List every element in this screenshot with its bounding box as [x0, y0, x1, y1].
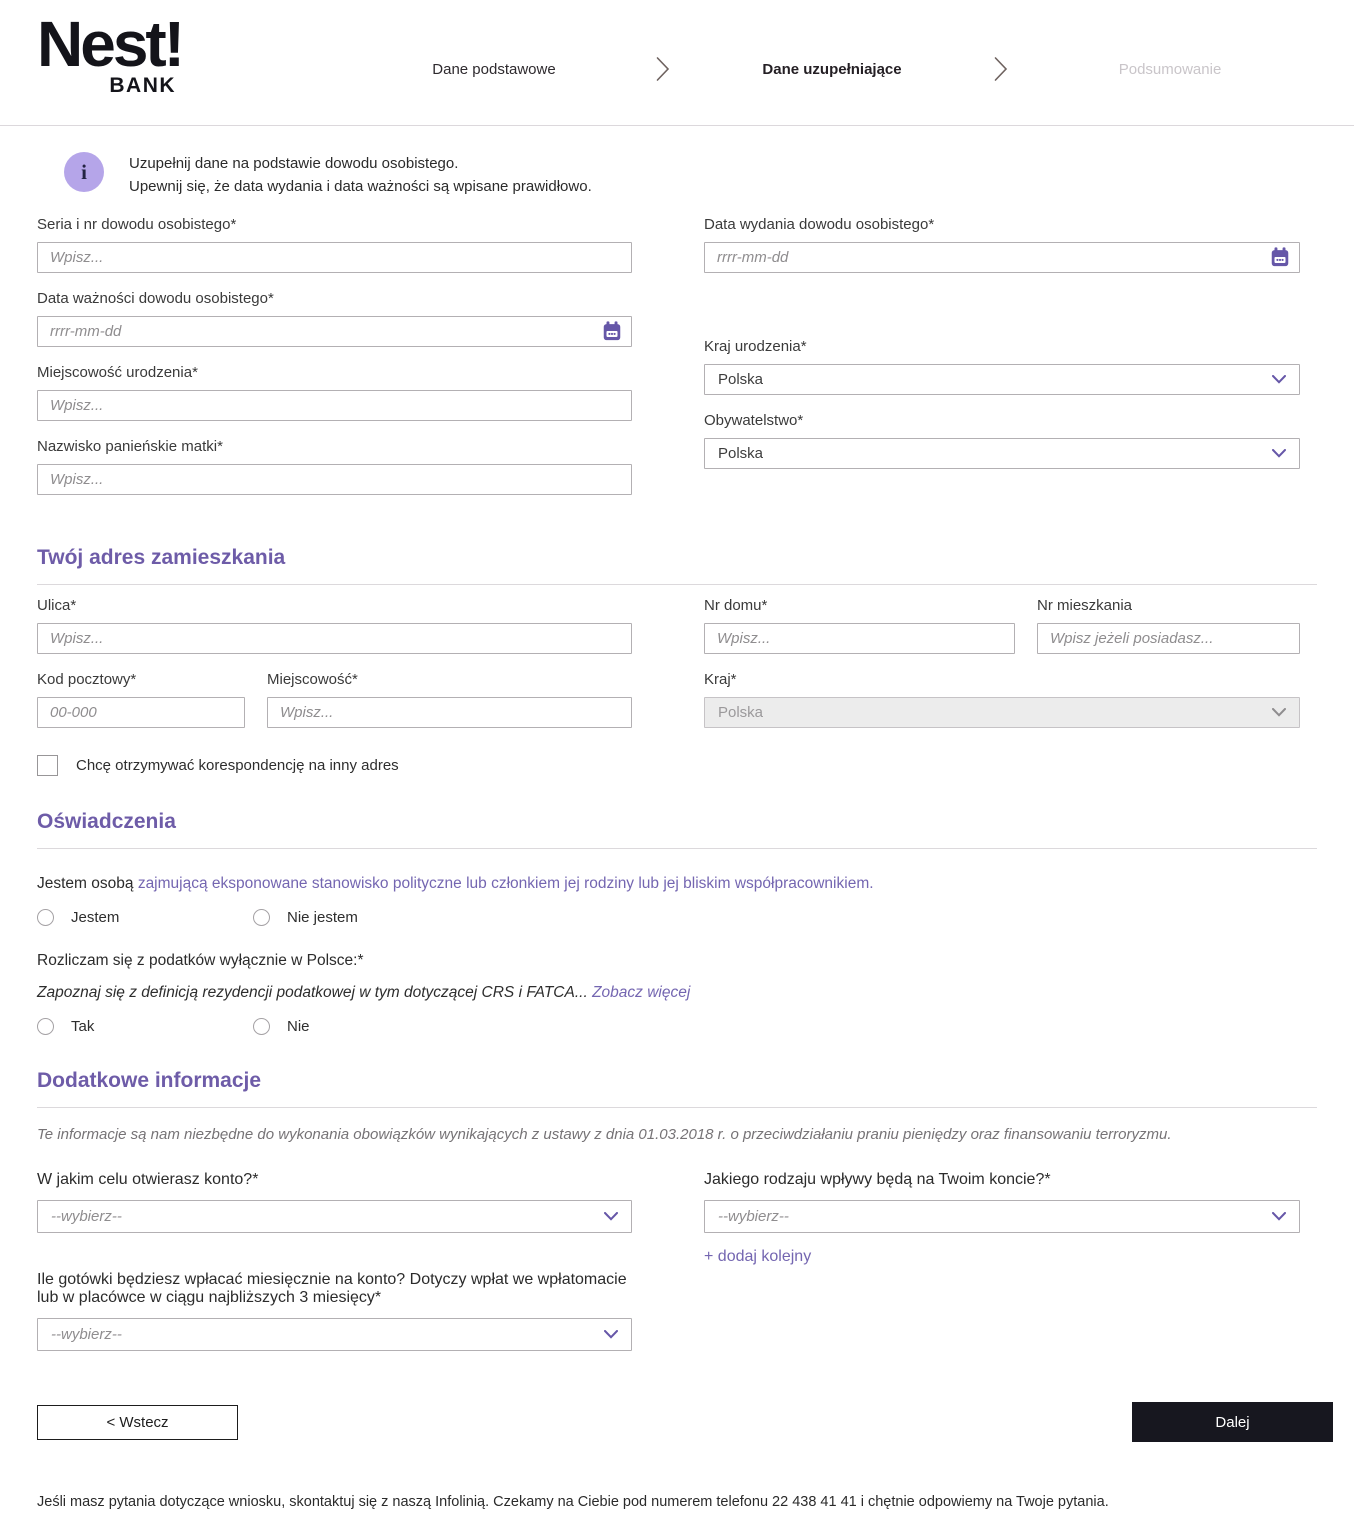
- divider: [37, 848, 1317, 849]
- tax-radio-tak[interactable]: [37, 1018, 253, 1035]
- step-podsumowanie: Podsumowanie: [1118, 60, 1222, 78]
- kraj-urodzenia-value: Polska: [718, 371, 764, 388]
- tax-radio-nie[interactable]: [253, 1018, 469, 1035]
- aml-law-note: Te informacje są nam niezbędne do wykonania obowiązków wynikających z ustawy z dnia 01.03.2018 r. o przeciwdziałaniu praniu pieniędzy oraz finansowaniu terroryzmu.: [37, 1126, 1172, 1143]
- obywatelstwo-label: Obywatelstwo*: [704, 412, 804, 429]
- calendar-icon[interactable]: [601, 320, 623, 342]
- page-header: [0, 0, 1354, 126]
- info-banner: [0, 126, 1354, 198]
- pep-radio-nie-jestem-label: Nie jestem: [287, 909, 358, 926]
- tax-note-text: Zapoznaj się z definicją rezydencji podatkowej w tym dotyczącej CRS i FATCA...: [37, 984, 593, 1001]
- chevron-down-icon: [604, 1326, 618, 1343]
- info-icon: i: [64, 152, 104, 192]
- tax-residency-question: Rozliczam się z podatków wyłącznie w Polsce:*: [37, 952, 364, 969]
- nr-mieszkania-label: Nr mieszkania: [1037, 597, 1133, 614]
- chevron-right-icon: [653, 56, 673, 82]
- logo-wordmark: Nest!: [37, 8, 183, 80]
- data-waznosci-label: Data ważności dowodu osobistego*: [37, 290, 274, 307]
- info-line-2: Upewnij się, że data wydania i data ważności są wpisane prawidłowo.: [129, 177, 592, 195]
- ulica-label: Ulica*: [37, 597, 77, 614]
- correspondence-checkbox[interactable]: [37, 755, 58, 776]
- obywatelstwo-select[interactable]: [704, 438, 1300, 469]
- next-button[interactable]: Dalej: [1132, 1402, 1333, 1442]
- wizard-stepper: [335, 56, 1329, 82]
- data-wydania-label: Data wydania dowodu osobistego*: [704, 216, 935, 233]
- info-line-1: Uzupełnij dane na podstawie dowodu osobistego.: [129, 155, 459, 172]
- gotowka-value: --wybierz--: [51, 1326, 122, 1343]
- chevron-down-icon: [1272, 445, 1286, 462]
- tax-radio-tak-label: Tak: [71, 1018, 95, 1035]
- calendar-icon[interactable]: [1269, 246, 1291, 268]
- wplywy-select[interactable]: [704, 1200, 1300, 1233]
- pep-radio-nie-jestem[interactable]: [253, 909, 469, 926]
- step-dane-podstawowe[interactable]: Dane podstawowe: [432, 60, 556, 78]
- logo-bank-label: BANK: [109, 74, 177, 97]
- divider: [37, 584, 1317, 585]
- declarations-section-heading: Oświadczenia: [37, 810, 176, 833]
- seria-input[interactable]: [37, 242, 632, 273]
- address-section-heading: Twój adres zamieszkania: [37, 546, 286, 569]
- nazwisko-panienskie-input[interactable]: [37, 464, 632, 495]
- back-button[interactable]: < Wstecz: [37, 1405, 238, 1440]
- miejscowosc-urodzenia-input[interactable]: [37, 390, 632, 421]
- additional-section-heading: Dodatkowe informacje: [37, 1069, 262, 1092]
- zobacz-wiecej-link[interactable]: Zobacz więcej: [592, 984, 691, 1001]
- tax-residency-note: [37, 984, 1317, 1002]
- info-text: [129, 152, 592, 198]
- chevron-right-icon: [991, 56, 1011, 82]
- data-wydania-input[interactable]: [704, 242, 1300, 273]
- pep-radio-jestem-label: Jestem: [71, 909, 120, 926]
- seria-label: Seria i nr dowodu osobistego*: [37, 216, 237, 233]
- kod-pocztowy-label: Kod pocztowy*: [37, 671, 137, 688]
- radio-icon[interactable]: [253, 909, 270, 926]
- chevron-down-icon: [604, 1208, 618, 1225]
- wplywy-label: Jakiego rodzaju wpływy będą na Twoim koncie?*: [704, 1171, 1051, 1188]
- pep-definition-link[interactable]: zajmującą eksponowane stanowisko polityczne lub członkiem jej rodziny lub jej bliskim współpracownikiem.: [137, 875, 874, 892]
- nest-bank-logo: [37, 8, 183, 98]
- pep-statement-prefix: Jestem osobą: [37, 875, 138, 892]
- nazwisko-panienskie-label: Nazwisko panieńskie matki*: [37, 438, 223, 455]
- radio-icon[interactable]: [253, 1018, 270, 1035]
- chevron-down-icon: [1272, 371, 1286, 388]
- kraj-value: Polska: [718, 704, 764, 721]
- tax-radio-nie-label: Nie: [287, 1018, 310, 1035]
- miejscowosc-label: Miejscowość*: [267, 671, 358, 688]
- correspondence-checkbox-label: Chcę otrzymywać korespondencję na inny adres: [76, 757, 399, 774]
- add-another-link[interactable]: + dodaj kolejny: [704, 1248, 812, 1265]
- obywatelstwo-value: Polska: [718, 445, 764, 462]
- miejscowosc-urodzenia-label: Miejscowość urodzenia*: [37, 364, 198, 381]
- gotowka-select[interactable]: [37, 1318, 632, 1351]
- pep-statement: [37, 875, 1317, 893]
- kraj-urodzenia-label: Kraj urodzenia*: [704, 338, 807, 355]
- radio-icon[interactable]: [37, 909, 54, 926]
- kraj-select-disabled: [704, 697, 1300, 728]
- kod-pocztowy-input[interactable]: [37, 697, 245, 728]
- cel-konta-label: W jakim celu otwierasz konto?*: [37, 1171, 259, 1188]
- data-waznosci-input[interactable]: [37, 316, 632, 347]
- ulica-input[interactable]: [37, 623, 632, 654]
- kraj-label: Kraj*: [704, 671, 737, 688]
- gotowka-label: Ile gotówki będziesz wpłacać miesięcznie na konto? Dotyczy wpłat we wpłatomacie lub w placówce w ciągu najbliższych 3 miesięcy*: [37, 1271, 627, 1306]
- kraj-urodzenia-select[interactable]: [704, 364, 1300, 395]
- chevron-down-icon: [1272, 1208, 1286, 1225]
- cel-konta-select[interactable]: [37, 1200, 632, 1233]
- chevron-down-icon: [1272, 704, 1286, 721]
- miejscowosc-input[interactable]: [267, 697, 632, 728]
- nr-domu-input[interactable]: [704, 623, 1015, 654]
- nr-domu-label: Nr domu*: [704, 597, 768, 614]
- divider: [37, 1107, 1317, 1108]
- pep-radio-jestem[interactable]: [37, 909, 253, 926]
- step-dane-uzupelniajace: Dane uzupełniające: [762, 60, 902, 78]
- cel-konta-value: --wybierz--: [51, 1208, 122, 1225]
- helpline-note: Jeśli masz pytania dotyczące wniosku, skontaktuj się z naszą Infolinią. Czekamy na Ciebie pod numerem telefonu 22 438 41 41 i chętnie odpowiemy na Twoje pytania.: [37, 1494, 1109, 1510]
- nr-mieszkania-input[interactable]: [1037, 623, 1300, 654]
- wplywy-value: --wybierz--: [718, 1208, 789, 1225]
- radio-icon[interactable]: [37, 1018, 54, 1035]
